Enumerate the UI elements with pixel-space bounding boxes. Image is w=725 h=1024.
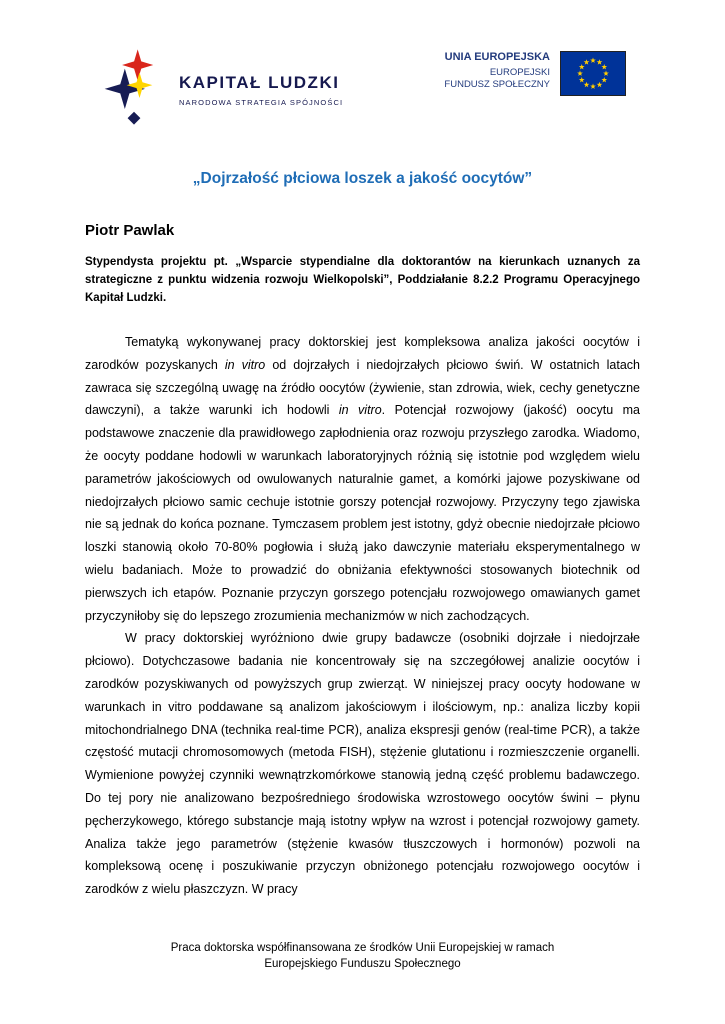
kapital-ludzki-logo-icon <box>101 45 167 134</box>
author-name: Piotr Pawlak <box>85 222 175 239</box>
body-text <box>85 331 640 901</box>
eu-line2: EUROPEJSKI <box>489 66 550 78</box>
kapital-ludzki-logo <box>101 45 343 134</box>
footer-line2: Europejskiego Funduszu Społecznego <box>264 957 461 970</box>
kapital-ludzki-subtitle: NARODOWA STRATEGIA SPÓJNOŚCI <box>179 97 344 107</box>
header <box>85 45 640 134</box>
kapital-ludzki-wordmark <box>179 73 343 107</box>
eu-wordmark <box>444 51 550 91</box>
eu-logo-block <box>444 51 626 96</box>
body-paragraph: W pracy doktorskiej wyróżniono dwie grupy badawcze (osobniki dojrzałe i niedojrzałe płciowo). Dotychczasowe badania nie koncentrowały się na szczegółowej analizie oocytów i zarodków pozyskiwanych od powyższych grup zwierząt. W niniejszej pracy oocyty hodowane w warunkach in vitro poddawane są analizom jakościowym i ilościowym, np.: analiza liczby kopii mitochondrialnego DNA (technika real-time PCR), analiza ekspresji genów (real-time PCR), a także częstość mutacji chromosomowych (metoda FISH), stężenie glutationu i rozmieszczenie organelli. Wymienione powyżej czynniki wewnątrzkomórkowe stanowią jedną część problemu badawczego. Do tej pory nie analizowano bezpośredniego środowiska wzrostowego oocytów świni – płynu pęcherzykowego, którego substancje mają istotny wpływ na wzrost i potencjał rozwojowy gamety. Analiza także jego parametrów (stężenie kwasów tłuszczowych i hormonów) pozwoli na kompleksową ocenę i poszukiwanie przyczyn obniżonego potencjału rozwojowego oocytów i zarodków z wielu płaszczyzn. W pracy <box>85 631 640 897</box>
eu-line1: UNIA EUROPEJSKA <box>444 51 550 63</box>
footer-line1: Praca doktorska współfinansowana ze środków Unii Europejskiej w ramach <box>170 941 555 954</box>
eu-flag-icon <box>560 51 626 96</box>
kapital-ludzki-name: KAPITAŁ LUDZKI <box>179 72 340 92</box>
eu-line3: FUNDUSZ SPOŁECZNY <box>444 78 550 90</box>
body-paragraph: Tematyką wykonywanej pracy doktorskiej jest kompleksowa analiza jakości oocytów i zarodków pozyskanych in vitro od dojrzałych i niedojrzałych płciowo świń. W ostatnich latach zawraca się szczególną uwagę na źródło oocytów (żywienie, stan zdrowia, wiek, cechy genetyczne dawczyni), a także warunki ich hodowli in vitro. Potencjał rozwojowy (jakość) oocytu ma podstawowe znaczenie dla prawidłowego zapłodnienia oraz rozwoju przyszłego zarodka. Wiadomo, że oocyty poddane hodowli w warunkach laboratoryjnych różnią się istotnie pod względem wielu parametrów jakościowych od owulowanych naturalnie gamet, a komórki jajowe pozyskiwane od niedojrzałych płciowo samic cechuje istotnie gorszy potencjał rozwojowy. Przyczyny tego zjawiska nie są jednak do końca poznane. Tymczasem problem jest istotny, gdyż obecnie niedojrzałe płciowo loszki stanowią około 70-80% pogłowia i służą jako dawczynie materiału eksperymentalnego w wielu badaniach. Może to prowadzić do obniżania efektywności stosowanych biotechnik od pierwszych ich etapów. Poznanie przyczyn gorszego potencjału rozwojowego omawianych gamet przyczyniłoby się do lepszego zrozumienia mechanizmów w nich zachodzących. <box>85 335 641 623</box>
page-title: „Dojrzałość płciowa loszek a jakość oocytów” <box>192 170 533 187</box>
footer <box>0 940 725 972</box>
scholarship-note: Stypendysta projektu pt. „Wsparcie stypendialne dla doktorantów na kierunkach uznanych za strategiczne z punktu widzenia rozwoju Wielkopolski”, Poddziałanie 8.2.2 Programu Operacyjnego Kapitał Ludzki. <box>85 256 640 304</box>
